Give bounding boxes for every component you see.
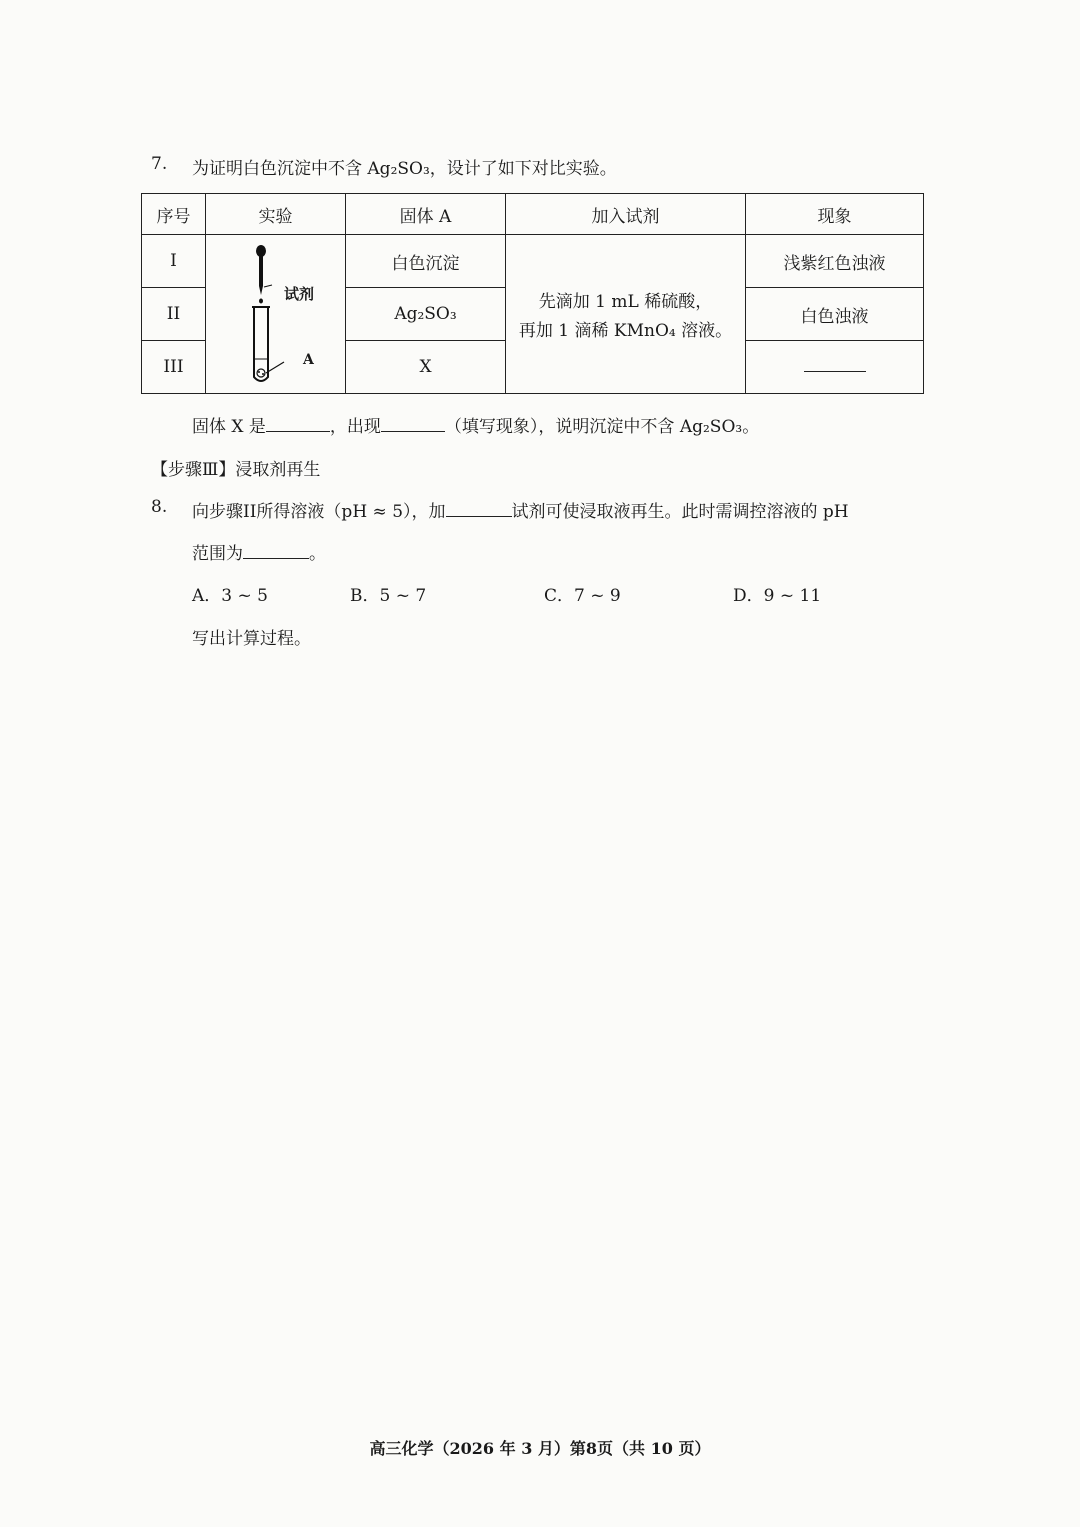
answer-blank-ph-range bbox=[243, 558, 309, 559]
answer-blank-phenomenon bbox=[381, 431, 445, 432]
row-no: III bbox=[142, 341, 206, 394]
question-7-stem: 为证明白色沉淀中不含 Ag₂SO₃，设计了如下对比实验。 bbox=[192, 159, 617, 179]
header-no: 序号 bbox=[142, 194, 206, 235]
fill-text-1: 固体 X 是 bbox=[192, 417, 266, 437]
apparatus-reagent-label: 试剂 bbox=[284, 285, 315, 303]
fill-text-3: （填写现象），说明沉淀中不含 Ag₂SO₃。 bbox=[444, 417, 760, 437]
question-8-number: 8. bbox=[151, 497, 168, 517]
page-footer: 高三化学（2026 年 3 月）第8页（共 10 页） bbox=[369, 1439, 711, 1458]
question-8-line-1 bbox=[192, 497, 849, 522]
test-tube-dropper-diagram bbox=[216, 239, 336, 389]
q8-text-3: 范围为 bbox=[192, 544, 243, 564]
row-phenomenon-blank bbox=[746, 341, 924, 394]
answer-blank bbox=[804, 371, 866, 372]
step-3-heading: 【步骤Ⅲ】浸取剂再生 bbox=[151, 460, 321, 480]
fill-text-2: ，出现 bbox=[329, 417, 381, 437]
header-reagent: 加入试剂 bbox=[506, 194, 746, 235]
question-7-fill-line bbox=[192, 412, 759, 437]
answer-blank-solid-x bbox=[266, 431, 330, 432]
choice-a: A．3 ~ 5 bbox=[192, 586, 268, 606]
q8-text-4: 。 bbox=[309, 544, 326, 564]
apparatus-cell bbox=[206, 235, 346, 394]
choice-b: B．5 ~ 7 bbox=[350, 586, 427, 606]
row-solid: Ag₂SO₃ bbox=[346, 288, 506, 341]
q8-text-1: 向步骤II所得溶液（pH ≈ 5），加 bbox=[192, 502, 446, 522]
question-8-line-2 bbox=[192, 539, 326, 564]
header-experiment: 实验 bbox=[206, 194, 346, 235]
answer-blank-reagent bbox=[446, 516, 512, 517]
row-solid: X bbox=[346, 341, 506, 394]
table-header-row bbox=[142, 194, 924, 235]
question-7-number: 7. bbox=[151, 154, 168, 174]
row-no: II bbox=[142, 288, 206, 341]
reagent-line-2: 再加 1 滴稀 KMnO₄ 溶液。 bbox=[518, 321, 733, 341]
row-no: I bbox=[142, 235, 206, 288]
row-phenomenon: 白色浊液 bbox=[746, 288, 924, 341]
q8-text-2: 试剂可使浸取液再生。此时需调控溶液的 pH bbox=[511, 502, 849, 522]
choice-d: D．9 ~ 11 bbox=[733, 586, 822, 606]
apparatus-solid-label: A bbox=[303, 352, 314, 368]
question-8-instruction: 写出计算过程。 bbox=[192, 629, 311, 649]
reagent-line-1: 先滴加 1 mL 稀硫酸， bbox=[538, 292, 713, 312]
header-solid: 固体 A bbox=[346, 194, 506, 235]
row-solid: 白色沉淀 bbox=[346, 235, 506, 288]
experiment-table bbox=[141, 193, 924, 394]
table-row bbox=[142, 235, 924, 288]
header-phenomenon: 现象 bbox=[746, 194, 924, 235]
reagent-cell bbox=[506, 235, 746, 394]
row-phenomenon: 浅紫红色浊液 bbox=[746, 235, 924, 288]
choice-c: C．7 ~ 9 bbox=[544, 586, 621, 606]
